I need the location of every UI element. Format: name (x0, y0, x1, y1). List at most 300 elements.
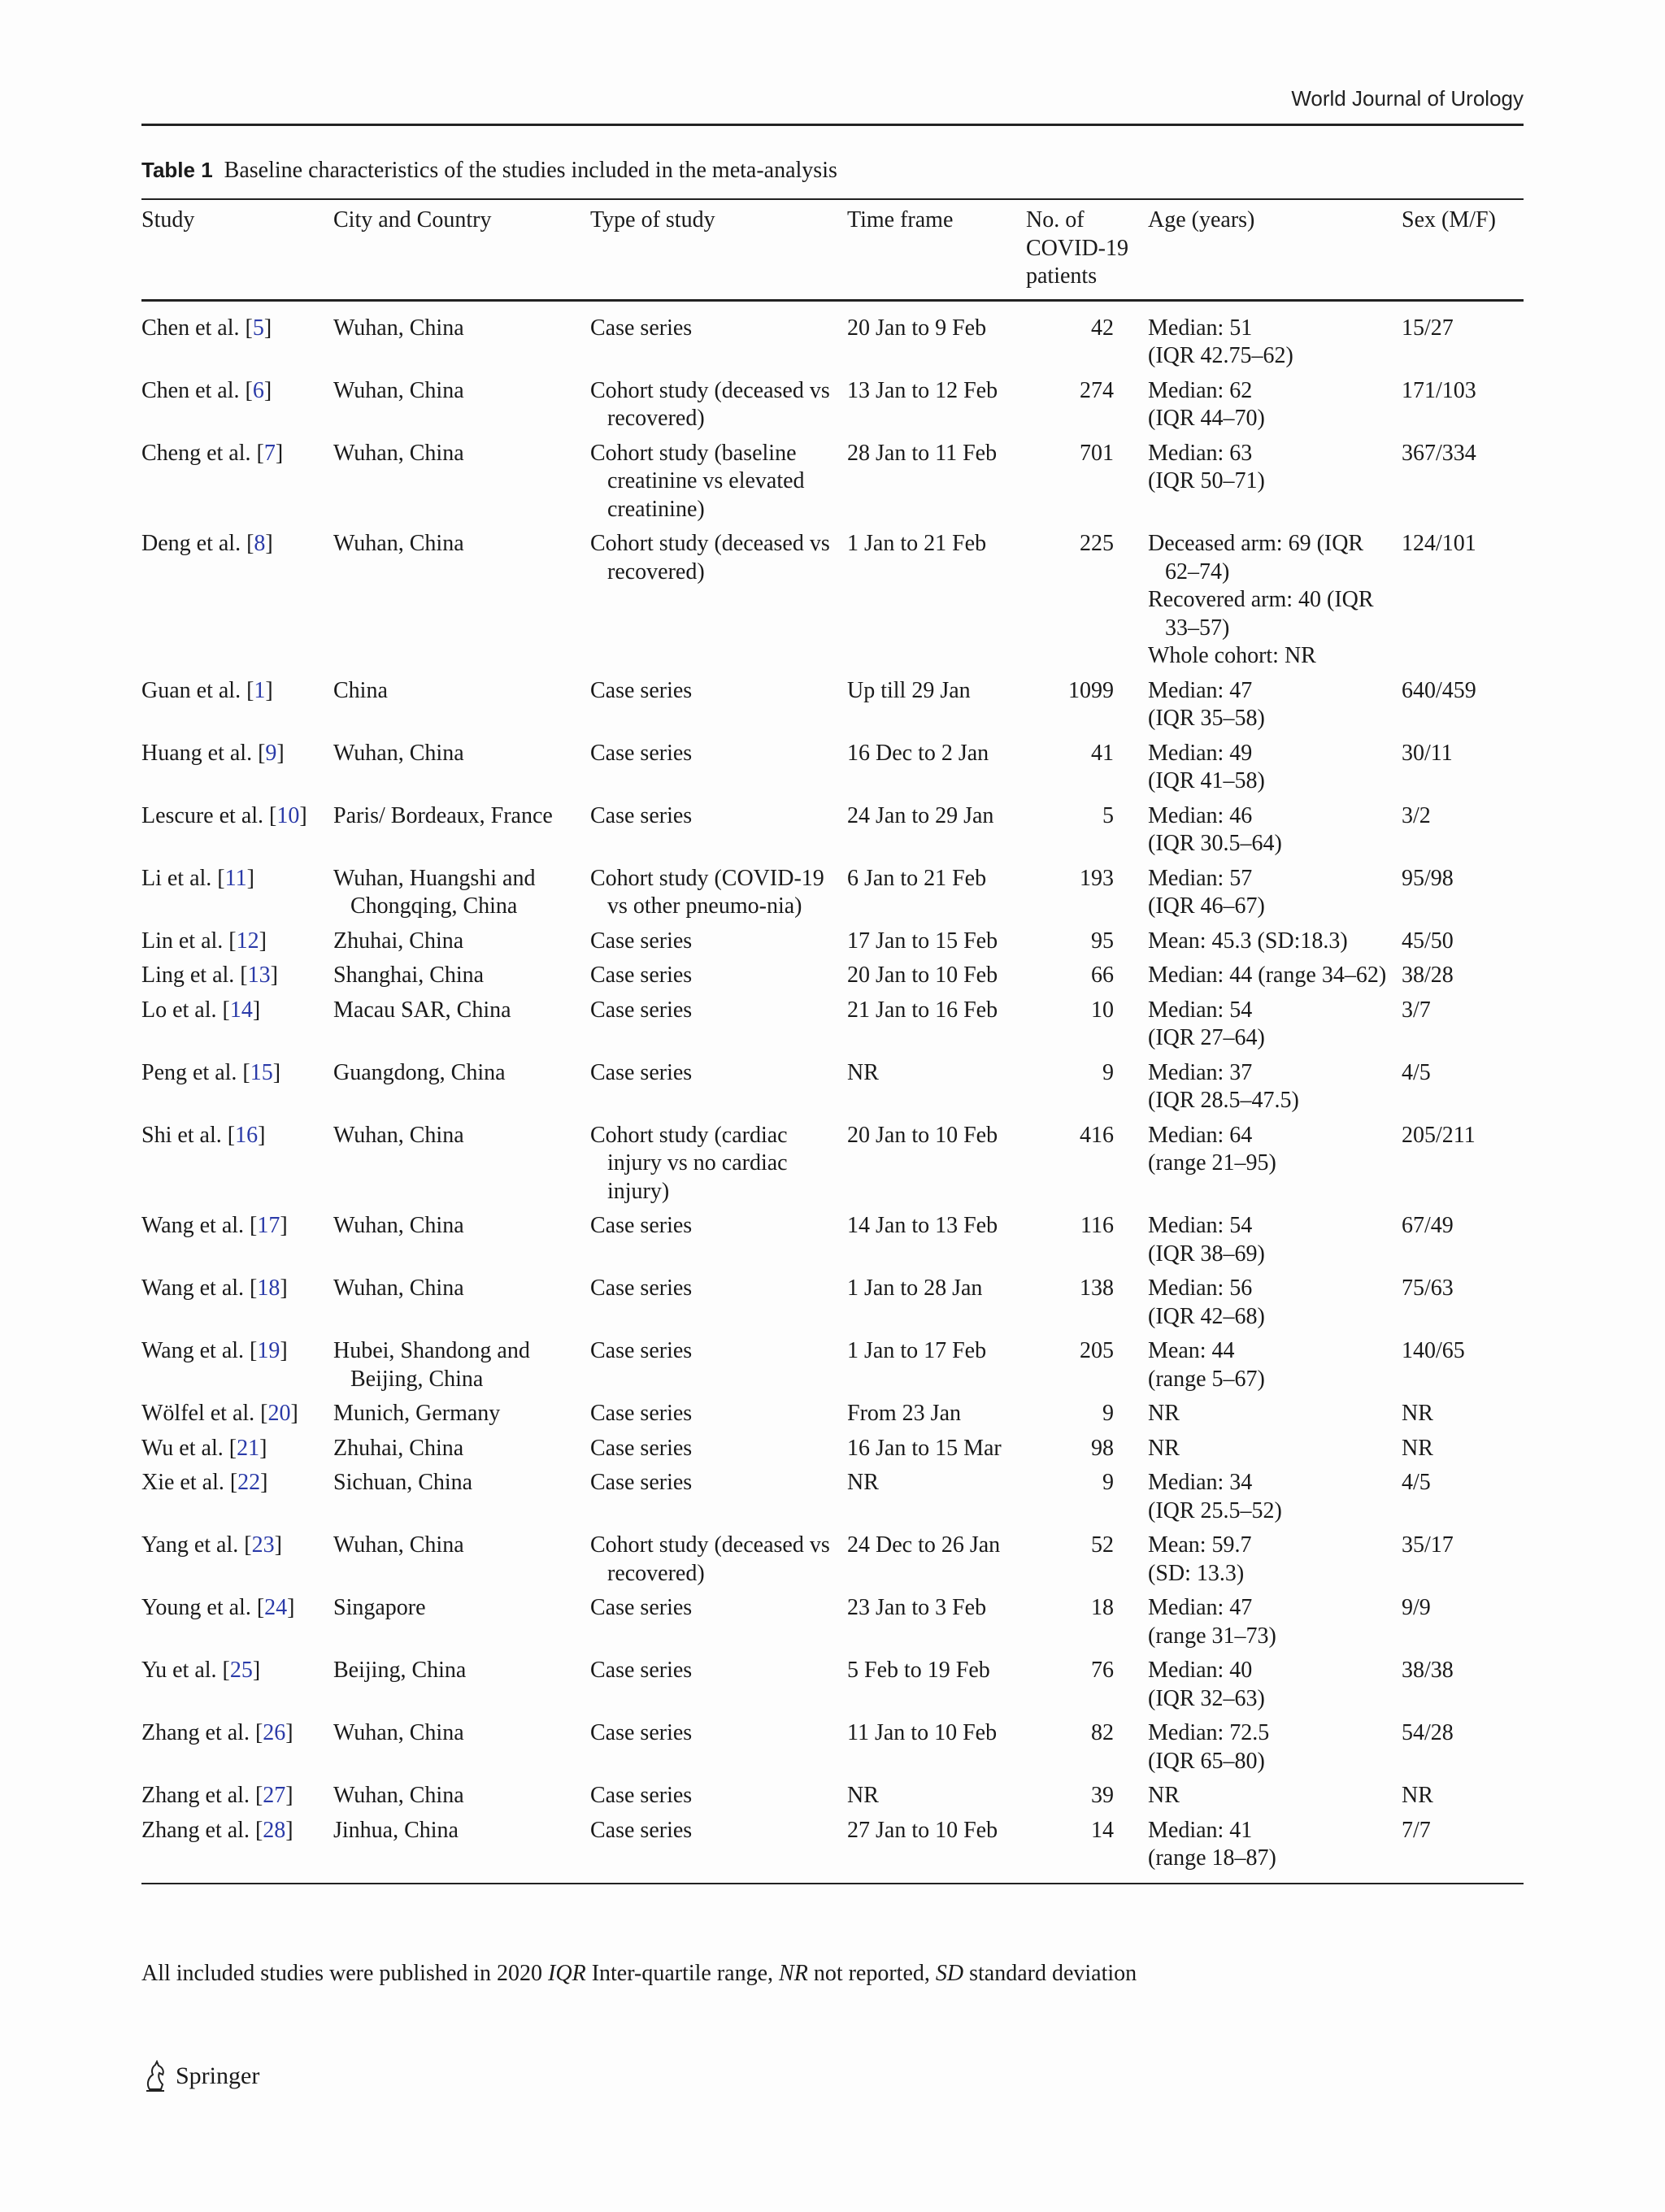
type-line: Case series (590, 315, 693, 341)
age-line: Median: 44 (range 34–62) (1148, 963, 1387, 988)
age-line: (range 21–95) (1148, 1150, 1276, 1176)
reference-link[interactable]: 23 (251, 1532, 275, 1558)
type-line: Case series (590, 963, 693, 988)
type-cell (590, 1782, 847, 1817)
age-cell (1148, 1337, 1402, 1400)
sex-cell: 124/101 (1402, 531, 1476, 556)
table-row (141, 997, 1524, 1059)
patients-cell: 10 (1091, 997, 1114, 1023)
study-cell: Zhang et al. [28] (141, 1817, 293, 1843)
city-line: China (333, 677, 388, 703)
age-line: Median: 51 (1148, 315, 1253, 341)
patients-cell: 98 (1091, 1435, 1114, 1461)
city-line: Wuhan, China (333, 377, 464, 403)
header-city: City and Country (333, 207, 492, 232)
age-cell (1148, 1122, 1402, 1213)
patients-cell: 82 (1091, 1720, 1114, 1745)
age-line: Median: 46 (1148, 802, 1253, 828)
reference-link[interactable]: 12 (236, 928, 259, 954)
sex-cell: 367/334 (1402, 440, 1476, 466)
study-cell: Zhang et al. [27] (141, 1783, 293, 1808)
publisher-logo (141, 2060, 259, 2092)
city-cell (333, 740, 590, 802)
age-line: (IQR 25.5–52) (1148, 1497, 1282, 1523)
city-cell (333, 1532, 590, 1594)
type-cell (590, 740, 847, 802)
age-line: (IQR 32–63) (1148, 1685, 1265, 1711)
time-cell: 17 Jan to 15 Feb (847, 928, 998, 954)
study-author: Yu et al. (141, 1658, 217, 1683)
age-line: Mean: 44 (1148, 1338, 1235, 1363)
type-line: Case series (590, 1435, 693, 1461)
study-author: Cheng et al. (141, 440, 251, 466)
patients-cell: 41 (1091, 740, 1114, 766)
study-cell: Yang et al. [23] (141, 1532, 282, 1558)
sex-cell: 67/49 (1402, 1213, 1454, 1238)
reference-link[interactable]: 25 (229, 1658, 253, 1683)
study-author: Lin et al. (141, 928, 224, 954)
city-cell (333, 530, 590, 677)
footnote-lead: All included studies were published in 2020 (141, 1961, 549, 1986)
reference-link[interactable]: 28 (263, 1817, 286, 1843)
header-patients: No. of COVID-19 patients (1026, 207, 1128, 289)
time-cell: 5 Feb to 19 Feb (847, 1658, 990, 1683)
study-author: Chen et al. (141, 315, 240, 341)
city-line: Wuhan, China (333, 1213, 464, 1238)
patients-cell: 66 (1091, 963, 1114, 988)
city-cell (333, 1122, 590, 1213)
age-cell (1148, 1435, 1402, 1470)
reference-link[interactable]: 16 (235, 1122, 259, 1148)
study-cell: Lescure et al. [10] (141, 802, 307, 828)
age-cell (1148, 997, 1402, 1059)
patients-cell: 9 (1102, 1401, 1114, 1426)
reference-link[interactable]: 18 (257, 1275, 280, 1301)
table-caption (141, 158, 837, 184)
time-cell: 20 Jan to 9 Feb (847, 315, 987, 341)
table-row (141, 1657, 1524, 1719)
age-cell (1148, 740, 1402, 802)
age-cell (1148, 1657, 1402, 1719)
age-line: (IQR 46–67) (1148, 893, 1265, 919)
footnote-sd-text: standard deviation (963, 1961, 1137, 1986)
type-line: Case series (590, 1595, 693, 1620)
age-line: Median: 57 (1148, 865, 1253, 891)
age-line: Mean: 45.3 (SD:18.3) (1148, 928, 1348, 954)
reference-link[interactable]: 15 (250, 1059, 273, 1085)
city-cell (333, 962, 590, 997)
time-cell: 13 Jan to 12 Feb (847, 377, 998, 403)
study-cell: Young et al. [24] (141, 1595, 295, 1620)
table-row (141, 300, 1524, 377)
patients-cell: 225 (1080, 531, 1114, 556)
age-cell (1148, 1275, 1402, 1337)
table-row (141, 1532, 1524, 1594)
type-cell (590, 962, 847, 997)
type-line: Case series (590, 1817, 693, 1843)
study-author: Shi et al. (141, 1122, 222, 1148)
patients-cell: 14 (1091, 1817, 1114, 1843)
table-row (141, 1122, 1524, 1213)
reference-link[interactable]: 20 (267, 1401, 291, 1426)
age-line: Mean: 59.7 (1148, 1532, 1252, 1558)
city-line: Shanghai, China (333, 963, 485, 988)
study-author: Young et al. (141, 1595, 251, 1620)
city-line: Guangdong, China (333, 1059, 506, 1085)
reference-link[interactable]: 24 (264, 1595, 288, 1620)
age-line: Recovered arm: 40 (IQR 33–57) (1148, 587, 1374, 641)
patients-cell: 5 (1102, 802, 1114, 828)
study-author: Lo et al. (141, 997, 217, 1023)
type-cell (590, 1594, 847, 1657)
city-cell (333, 377, 590, 440)
study-cell: Shi et al. [16] (141, 1122, 266, 1148)
study-author: Zhang et al. (141, 1720, 250, 1745)
city-line: Paris/ Bordeaux, France (333, 802, 553, 828)
sex-cell: 7/7 (1402, 1817, 1431, 1843)
sex-cell: 4/5 (1402, 1470, 1431, 1495)
study-author: Wölfel et al. (141, 1401, 255, 1426)
header-rule (141, 124, 1524, 126)
sex-cell: 9/9 (1402, 1595, 1431, 1620)
city-cell (333, 1782, 590, 1817)
city-line: Wuhan, China (333, 1122, 464, 1148)
reference-link[interactable]: 9 (265, 740, 277, 766)
patients-cell: 701 (1080, 440, 1114, 466)
reference-link[interactable]: 21 (237, 1435, 260, 1461)
city-cell (333, 802, 590, 865)
type-cell (590, 1532, 847, 1594)
time-cell: NR (847, 1783, 879, 1808)
age-line: Deceased arm: 69 (IQR 62–74) (1148, 531, 1364, 585)
sex-cell: 35/17 (1402, 1532, 1454, 1558)
reference-link[interactable]: 22 (237, 1470, 261, 1495)
type-line: Case series (590, 740, 693, 766)
reference-link[interactable]: 6 (252, 377, 264, 403)
patients-cell: 76 (1091, 1658, 1114, 1683)
age-line: NR (1148, 1401, 1180, 1426)
type-line: Case series (590, 1783, 693, 1808)
type-cell (590, 1435, 847, 1470)
city-cell (333, 865, 590, 928)
age-cell (1148, 865, 1402, 928)
study-author: Guan et al. (141, 677, 241, 703)
age-cell (1148, 1212, 1402, 1275)
reference-link[interactable]: 26 (263, 1720, 286, 1745)
type-cell (590, 1469, 847, 1532)
sex-cell: 140/65 (1402, 1338, 1465, 1363)
reference-link[interactable]: 11 (224, 865, 247, 891)
sex-cell: 205/211 (1402, 1122, 1476, 1148)
reference-link[interactable]: 27 (263, 1783, 286, 1808)
sex-cell: 54/28 (1402, 1720, 1454, 1745)
type-cell (590, 997, 847, 1059)
reference-link[interactable]: 19 (257, 1338, 280, 1363)
time-cell: 23 Jan to 3 Feb (847, 1595, 987, 1620)
reference-link[interactable]: 10 (276, 802, 300, 828)
age-cell (1148, 677, 1402, 740)
city-cell (333, 1594, 590, 1657)
city-line: Wuhan, Huangshi and Chongqing, China (333, 865, 536, 919)
age-line: (IQR 27–64) (1148, 1025, 1265, 1050)
study-author: Lescure et al. (141, 802, 264, 828)
reference-link[interactable]: 5 (252, 315, 264, 341)
type-line: Cohort study (deceased vs recovered) (590, 377, 830, 431)
study-cell: Huang et al. [9] (141, 740, 285, 766)
reference-link[interactable]: 14 (229, 997, 253, 1023)
time-cell: NR (847, 1470, 879, 1495)
study-author: Yang et al. (141, 1532, 239, 1558)
type-line: Case series (590, 1275, 693, 1301)
patients-cell: 18 (1091, 1595, 1114, 1620)
time-cell: 16 Jan to 15 Mar (847, 1435, 1002, 1461)
patients-cell: 274 (1080, 377, 1114, 403)
sex-cell: 38/38 (1402, 1658, 1454, 1683)
city-line: Beijing, China (333, 1658, 467, 1683)
table-row (141, 1435, 1524, 1470)
type-cell (590, 377, 847, 440)
age-line: (range 31–73) (1148, 1623, 1276, 1649)
table-label: Table 1 (141, 158, 213, 182)
time-cell: 1 Jan to 17 Feb (847, 1338, 987, 1363)
study-author: Wang et al. (141, 1275, 245, 1301)
type-line: Case series (590, 677, 693, 703)
city-line: Munich, Germany (333, 1401, 501, 1426)
time-cell: 1 Jan to 28 Jan (847, 1275, 983, 1301)
patients-cell: 52 (1091, 1532, 1114, 1558)
table-row (141, 1469, 1524, 1532)
patients-cell: 416 (1080, 1122, 1114, 1148)
study-author: Huang et al. (141, 740, 253, 766)
table-row (141, 1817, 1524, 1884)
header-type: Type of study (590, 207, 715, 232)
header-sex: Sex (M/F) (1402, 207, 1496, 232)
sex-cell: 3/7 (1402, 997, 1431, 1023)
city-cell (333, 997, 590, 1059)
sex-cell: 171/103 (1402, 377, 1476, 403)
study-cell: Peng et al. [15] (141, 1059, 281, 1085)
publisher-name: Springer (176, 2062, 260, 2089)
type-cell (590, 677, 847, 740)
type-cell (590, 865, 847, 928)
study-author: Ling et al. (141, 963, 235, 988)
table-row (141, 1059, 1524, 1122)
study-cell: Ling et al. [13] (141, 963, 278, 988)
study-author: Zhang et al. (141, 1817, 250, 1843)
patients-cell: 9 (1102, 1059, 1114, 1085)
type-line: Case series (590, 928, 693, 954)
study-cell: Li et al. [11] (141, 865, 254, 891)
city-line: Macau SAR, China (333, 997, 511, 1023)
patients-cell: 205 (1080, 1338, 1114, 1363)
header-study: Study (141, 207, 195, 232)
study-cell: Wu et al. [21] (141, 1435, 267, 1461)
age-cell (1148, 1782, 1402, 1817)
city-line: Wuhan, China (333, 1532, 464, 1558)
age-cell (1148, 440, 1402, 531)
table-row (141, 1782, 1524, 1817)
footnote-iqr-text: Inter-quartile range, (585, 1961, 780, 1986)
type-cell (590, 1817, 847, 1884)
table-row (141, 1719, 1524, 1782)
type-cell (590, 530, 847, 677)
time-cell: From 23 Jan (847, 1401, 961, 1426)
age-line: (IQR 42.75–62) (1148, 343, 1293, 368)
age-line: (SD: 13.3) (1148, 1560, 1245, 1586)
city-cell (333, 1059, 590, 1122)
age-line: (IQR 44–70) (1148, 406, 1265, 431)
sex-cell: 75/63 (1402, 1275, 1454, 1301)
sex-cell: NR (1402, 1401, 1433, 1426)
time-cell: 20 Jan to 10 Feb (847, 963, 998, 988)
age-cell (1148, 1469, 1402, 1532)
patients-cell: 193 (1080, 865, 1114, 891)
study-author: Deng et al. (141, 531, 241, 556)
type-line: Cohort study (deceased vs recovered) (590, 531, 830, 585)
sex-cell: 95/98 (1402, 865, 1454, 891)
table-row (141, 1275, 1524, 1337)
study-author: Wang et al. (141, 1213, 245, 1238)
type-cell (590, 1212, 847, 1275)
study-author: Wang et al. (141, 1338, 245, 1363)
footnote-nr-abbr: NR (779, 1961, 808, 1986)
table-row (141, 677, 1524, 740)
age-line: Median: 41 (1148, 1817, 1253, 1843)
table-row (141, 440, 1524, 531)
age-line: Median: 37 (1148, 1059, 1253, 1085)
age-line: Whole cohort: NR (1148, 643, 1316, 668)
table-caption-text: Baseline characteristics of the studies included in the meta-analysis (224, 158, 837, 183)
age-line: (IQR 35–58) (1148, 706, 1265, 731)
type-cell (590, 300, 847, 377)
type-cell (590, 1400, 847, 1435)
city-line: Zhuhai, China (333, 1435, 464, 1461)
city-line: Wuhan, China (333, 440, 464, 466)
age-line: (IQR 65–80) (1148, 1748, 1265, 1774)
type-cell (590, 1275, 847, 1337)
age-line: Median: 49 (1148, 740, 1253, 766)
table-row (141, 1594, 1524, 1657)
age-line: (IQR 28.5–47.5) (1148, 1088, 1299, 1113)
age-cell (1148, 1532, 1402, 1594)
table-footnote (141, 1961, 1137, 1987)
time-cell: 1 Jan to 21 Feb (847, 531, 987, 556)
patients-cell: 9 (1102, 1470, 1114, 1495)
type-line: Case series (590, 1470, 693, 1495)
type-line: Cohort study (COVID-19 vs other pneumo-nia) (590, 865, 824, 919)
sex-cell: 30/11 (1402, 740, 1453, 766)
sex-cell: 3/2 (1402, 802, 1431, 828)
study-cell: Cheng et al. [7] (141, 440, 284, 466)
city-cell (333, 1212, 590, 1275)
table-row (141, 928, 1524, 963)
time-cell: 28 Jan to 11 Feb (847, 440, 998, 466)
journal-name: World Journal of Urology (1291, 86, 1524, 111)
type-cell (590, 1337, 847, 1400)
type-line: Cohort study (deceased vs recovered) (590, 1532, 830, 1586)
sex-cell: 45/50 (1402, 928, 1454, 954)
study-author: Wu et al. (141, 1435, 224, 1461)
age-line: Median: 34 (1148, 1470, 1253, 1495)
patients-cell: 1099 (1068, 677, 1114, 703)
sex-cell: 38/28 (1402, 963, 1454, 988)
springer-horse-icon (141, 2060, 169, 2092)
reference-link[interactable]: 8 (254, 531, 266, 556)
study-author: Li et al. (141, 865, 212, 891)
type-cell (590, 440, 847, 531)
time-cell: 21 Jan to 16 Feb (847, 997, 998, 1023)
study-cell: Yu et al. [25] (141, 1658, 261, 1683)
city-line: Wuhan, China (333, 1275, 464, 1301)
table-row (141, 962, 1524, 997)
time-cell: 24 Jan to 29 Jan (847, 802, 994, 828)
type-line: Cohort study (baseline creatinine vs elevated creatinine) (590, 440, 805, 522)
age-line: (IQR 38–69) (1148, 1241, 1265, 1267)
city-cell (333, 300, 590, 377)
age-line: (IQR 42–68) (1148, 1303, 1265, 1329)
reference-link[interactable]: 1 (254, 677, 266, 703)
table-header-row (141, 199, 1524, 300)
age-cell (1148, 1817, 1402, 1884)
age-line: (range 5–67) (1148, 1366, 1265, 1392)
time-cell: 11 Jan to 10 Feb (847, 1720, 998, 1745)
study-cell: Zhang et al. [26] (141, 1720, 293, 1745)
time-cell: 24 Dec to 26 Jan (847, 1532, 1001, 1558)
age-cell (1148, 530, 1402, 677)
reference-link[interactable]: 17 (257, 1213, 280, 1238)
age-cell (1148, 962, 1402, 997)
age-cell (1148, 1059, 1402, 1122)
reference-link[interactable]: 7 (263, 440, 276, 466)
table-row (141, 1400, 1524, 1435)
city-line: Wuhan, China (333, 740, 464, 766)
city-cell (333, 1275, 590, 1337)
table-row (141, 1212, 1524, 1275)
age-line: (IQR 30.5–64) (1148, 831, 1282, 856)
footnote-nr-text: not reported, (807, 1961, 936, 1986)
table-row (141, 530, 1524, 677)
time-cell: 27 Jan to 10 Feb (847, 1817, 998, 1843)
time-cell: 20 Jan to 10 Feb (847, 1122, 998, 1148)
city-line: Sichuan, China (333, 1470, 473, 1495)
study-cell: Chen et al. [6] (141, 377, 272, 403)
study-cell: Guan et al. [1] (141, 677, 273, 703)
type-line: Case series (590, 802, 693, 828)
header-time: Time frame (847, 207, 954, 232)
age-cell (1148, 377, 1402, 440)
type-cell (590, 1059, 847, 1122)
age-line: Median: 62 (1148, 377, 1253, 403)
table-row (141, 802, 1524, 865)
sex-cell: NR (1402, 1783, 1433, 1808)
city-line: Zhuhai, China (333, 928, 464, 954)
patients-cell: 138 (1080, 1275, 1114, 1301)
table-body (141, 300, 1524, 1884)
city-line: Jinhua, China (333, 1817, 459, 1843)
reference-link[interactable]: 13 (247, 963, 271, 988)
study-cell: Deng et al. [8] (141, 531, 273, 556)
study-cell: Wang et al. [18] (141, 1275, 288, 1301)
city-line: Wuhan, China (333, 1783, 464, 1808)
sex-cell: 15/27 (1402, 315, 1454, 341)
age-line: NR (1148, 1783, 1180, 1808)
city-line: Singapore (333, 1595, 426, 1620)
table-row (141, 740, 1524, 802)
study-author: Peng et al. (141, 1059, 237, 1085)
city-cell (333, 1400, 590, 1435)
age-line: Median: 64 (1148, 1122, 1253, 1148)
study-cell: Wölfel et al. [20] (141, 1401, 298, 1426)
